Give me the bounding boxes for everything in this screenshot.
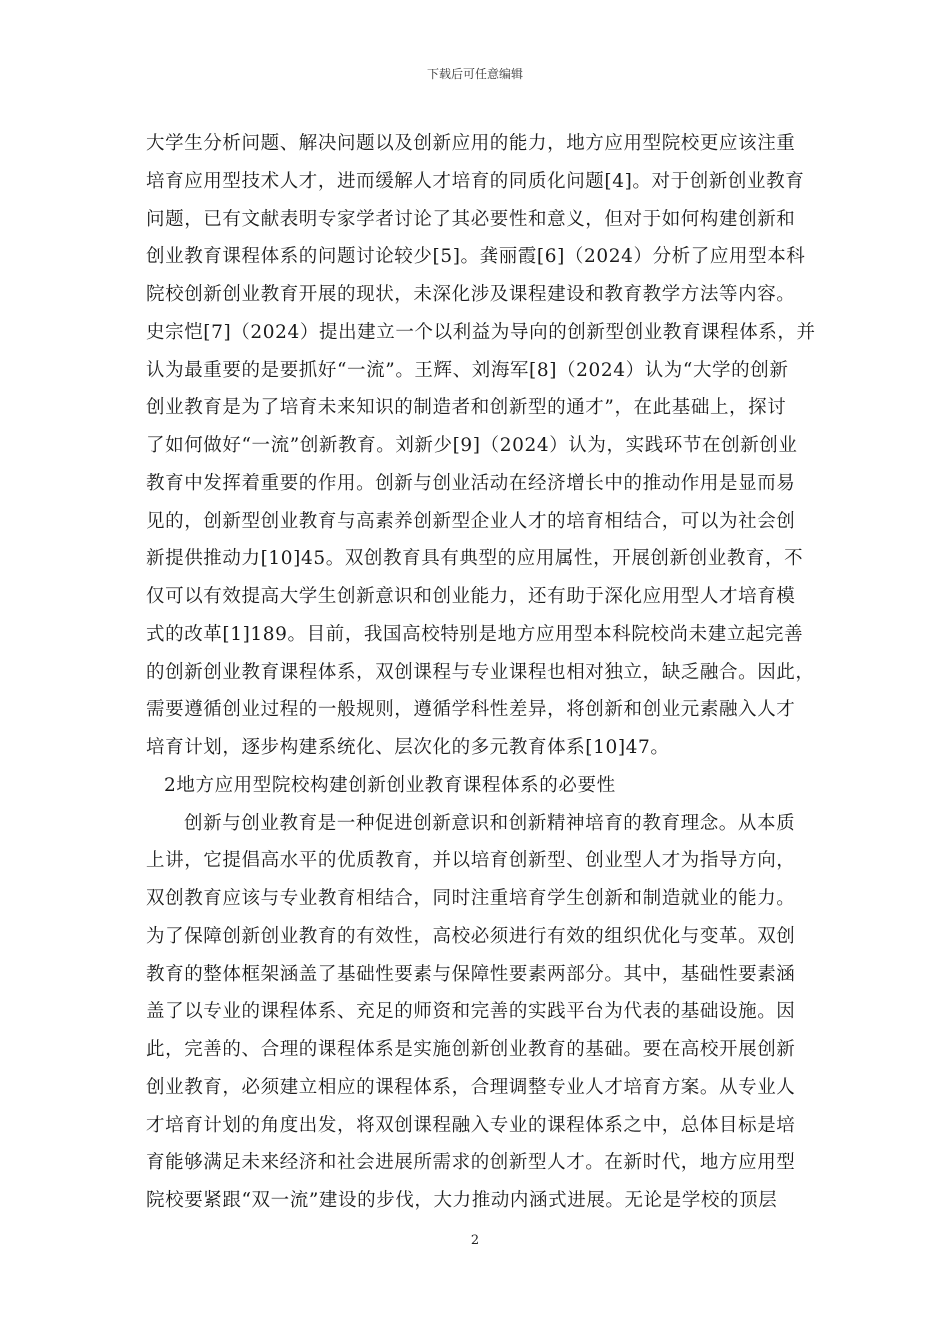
text-line: 创业教育课程体系的问题讨论较少[5]。龚丽霞[6]（2024）分析了应用型本科	[146, 246, 806, 268]
text-line: 此，完善的、合理的课程体系是实施创新创业教育的基础。要在高校开展创新	[146, 1039, 796, 1060]
text-line: 双创教育应该与专业教育相结合，同时注重培育学生创新和制造就业的能力。	[146, 888, 796, 909]
text-line: 创业教育，必须建立相应的课程体系，合理调整专业人才培育方案。从专业人	[146, 1076, 796, 1098]
text-line: 才培育计划的角度出发，将双创课程融入专业的课程体系之中，总体目标是培	[146, 1114, 796, 1136]
text-line: 院校创新创业教育开展的现状，未深化涉及课程建设和教育教学方法等内容。	[146, 284, 796, 305]
page-number: 2	[470, 1233, 480, 1248]
text-line: 见的，创新型创业教育与高素养创新型企业人才的培育相结合，可以为社会创	[146, 510, 796, 532]
text-line: 上讲，它提倡高水平的优质教育，并以培育创新型、创业型人才为指导方向，	[146, 850, 796, 872]
text-line: 新提供推动力[10]45。双创教育具有典型的应用属性，开展创新创业教育，不	[146, 548, 804, 570]
text-line: 为了保障创新创业教育的有效性，高校必须进行有效的组织优化与变革。双创	[146, 925, 796, 947]
text-line: 培育计划，逐步构建系统化、层次化的多元教育体系[10]47。	[146, 737, 670, 758]
section-heading: 2地方应用型院校构建创新创业教育课程体系的必要性	[164, 774, 616, 796]
text-line: 大学生分析问题、解决问题以及创新应用的能力，地方应用型院校更应该注重	[146, 133, 796, 154]
text-line: 培育应用型技术人才，进而缓解人才培育的同质化问题[4]。对于创新创业教育	[146, 170, 805, 192]
paragraph-first-line: 创新与创业教育是一种促进创新意识和创新精神培育的教育理念。从本质	[184, 812, 796, 834]
text-line: 认为最重要的是要抓好“一流”。王辉、刘海军[8]（2024）认为“大学的创新	[146, 359, 789, 381]
text-line: 需要遵循创业过程的一般规则，遵循学科性差异，将创新和创业元素融入人才	[146, 699, 796, 721]
text-line: 盖了以专业的课程体系、充足的师资和完善的实践平台为代表的基础设施。因	[146, 1001, 796, 1023]
text-line: 了如何做好“一流”创新教育。刘新少[9]（2024）认为，实践环节在创新创业	[146, 435, 798, 456]
text-line: 式的改革[1]189。目前，我国高校特别是地方应用型本科院校尚未建立起完善	[146, 623, 804, 645]
text-line: 史宗恺[7]（2024）提出建立一个以利益为导向的创新型创业教育课程体系，并	[146, 321, 816, 343]
document-body	[146, 125, 816, 1220]
text-line: 仅可以有效提高大学生创新意识和创业能力，还有助于深化应用型人才培育模	[146, 586, 796, 607]
text-line: 教育的整体框架涵盖了基础性要素与保障性要素两部分。其中，基础性要素涵	[146, 963, 796, 985]
text-line: 问题，已有文献表明专家学者讨论了其必要性和意义，但对于如何构建创新和	[146, 208, 796, 230]
text-line: 的创新创业教育课程体系，双创课程与专业课程也相对独立，缺乏融合。因此，	[146, 661, 815, 683]
text-line: 教育中发挥着重要的作用。创新与创业活动在经济增长中的推动作用是显而易	[146, 472, 796, 494]
text-line: 院校要紧跟“双一流”建设的步伐，大力推动内涵式进展。无论是学校的顶层	[146, 1190, 778, 1211]
text-line: 创业教育是为了培育未来知识的制造者和创新型的通才”，在此基础上，探讨	[146, 397, 787, 419]
text-line: 育能够满足未来经济和社会进展所需求的创新型人才。在新时代，地方应用型	[146, 1152, 796, 1174]
page-header: 下载后可任意编辑	[426, 67, 523, 81]
